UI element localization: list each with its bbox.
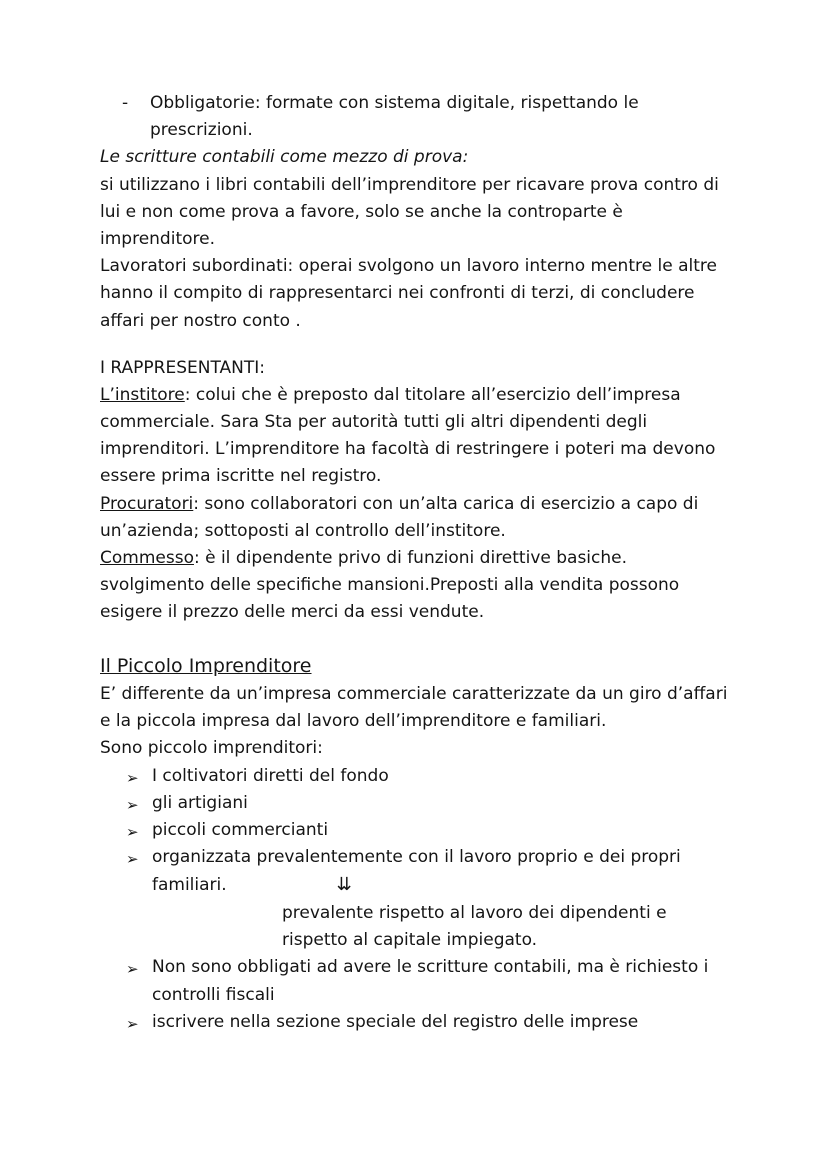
term-institore-text: : colui che è preposto dal titolare all’esercizio dell’impresa commerciale. Sara Sta per autorità tutti gli altri dipendenti degli imprenditori. L’imprenditore ha facoltà di restringere i poteri ma devono essere prima iscritte nel registro. <box>100 384 716 487</box>
list-item <box>126 790 734 817</box>
paragraph-sono-piccolo: Sono piccolo imprenditori: <box>100 738 323 759</box>
dash-bullet: - <box>122 93 129 113</box>
page-content <box>100 90 734 1036</box>
list-item-text: piccoli commercianti <box>152 819 329 840</box>
list-item-text: I coltivatori diretti del fondo <box>152 765 389 786</box>
term-institore: L’institore <box>100 384 185 405</box>
term-procuratori: Procuratori <box>100 493 194 514</box>
section-heading-scritture: Le scritture contabili come mezzo di prova: <box>100 147 469 168</box>
list-item-text: gli artigiani <box>152 792 248 813</box>
arrow-bullet-icon: ➢ <box>126 795 139 814</box>
arrow-bullet-icon: ➢ <box>126 768 139 787</box>
list-item-text: organizzata prevalentemente con il lavoro proprio e dei propri familiari. <box>152 847 681 896</box>
paragraph-procuratori <box>100 491 734 545</box>
section-gap <box>100 335 734 355</box>
paragraph-institore <box>100 382 734 491</box>
paragraph-prova: si utilizzano i libri contabili dell’imprenditore per ricavare prova contro di lui e non come prova a favore, solo se anche la controparte è imprenditore. <box>100 174 719 249</box>
list-item-text: Non sono obbligati ad avere le scritture contabili, ma è richiesto i controlli fiscali <box>152 957 709 1005</box>
paragraph-lavoratori: Lavoratori subordinati: operai svolgono un lavoro interno mentre le altre hanno il compito di rappresentarci nei confronti di terzi, di concludere affari per nostro conto . <box>100 256 717 331</box>
list-item <box>126 844 734 954</box>
list-item-text: Obbligatorie: formate con sistema digitale, rispettando le prescrizioni. <box>150 93 639 141</box>
paragraph-commesso <box>100 545 734 627</box>
list-item-obbligatorie <box>122 90 734 144</box>
section-heading-rappresentanti: I RAPPRESENTANTI: <box>100 357 266 378</box>
double-down-arrow-icon: ⇊ <box>336 874 352 896</box>
list-item <box>126 763 734 790</box>
list-item <box>126 1009 734 1036</box>
list-item-text: iscrivere nella sezione speciale del registro delle imprese <box>152 1011 639 1032</box>
arrow-bullet-icon: ➢ <box>126 1014 139 1033</box>
list-item <box>126 817 734 844</box>
arrow-bullet-icon: ➢ <box>126 822 139 841</box>
term-procuratori-text: : sono collaboratori con un’alta carica di esercizio a capo di un’azienda; sottoposti al controllo dell’institore. <box>100 493 699 541</box>
arrow-bullet-icon: ➢ <box>126 960 139 979</box>
section-heading-piccolo-imprenditore: Il Piccolo Imprenditore <box>100 654 312 677</box>
list-item-subtext: prevalente rispetto al lavoro dei dipendenti e rispetto al capitale impiegato. <box>282 903 667 951</box>
section-gap <box>100 627 734 651</box>
arrow-bullet-icon: ➢ <box>126 850 139 869</box>
paragraph-differente: E’ differente da un’impresa commerciale caratterizzate da un giro d’affari e la piccola impresa dal lavoro dell’imprenditore e familiari. <box>100 683 728 732</box>
term-commesso: Commesso <box>100 548 194 568</box>
term-commesso-text: : è il dipendente privo di funzioni direttive basiche. svolgimento delle specifiche mansioni.Preposti alla vendita possono esigere il prezzo delle merci da essi vendute. <box>100 548 680 623</box>
list-item-body <box>152 844 734 954</box>
list-item <box>126 954 734 1008</box>
